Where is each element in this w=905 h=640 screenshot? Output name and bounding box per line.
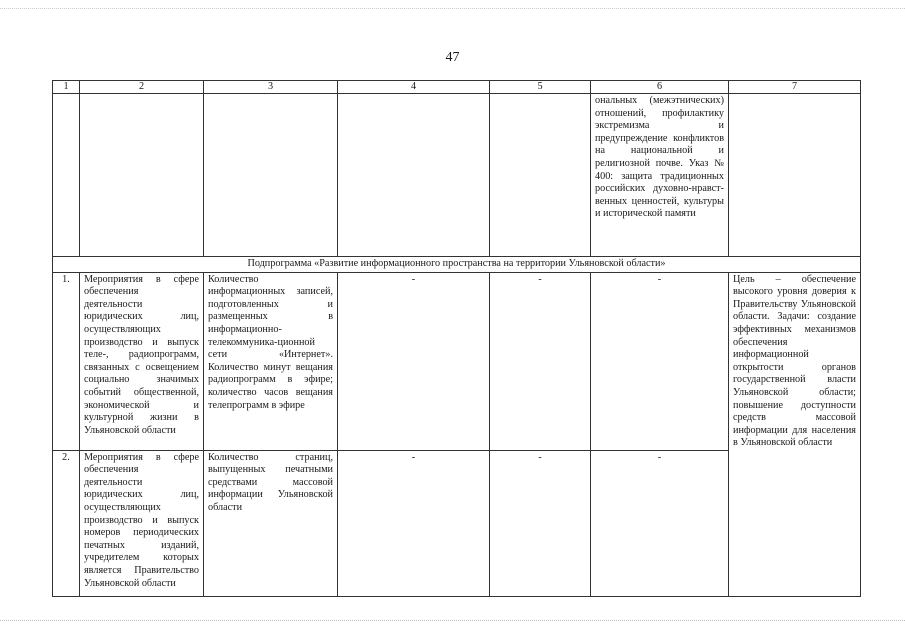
- row-col6: -: [591, 272, 729, 450]
- continuation-row: [53, 94, 861, 257]
- header-col-1: 1: [53, 81, 80, 94]
- cont-cell-7: [729, 94, 861, 257]
- main-table: [52, 80, 861, 597]
- row-indicators: Количество информационных записей, подготовленных и размещенных в информационно-телекоммуника-ционной сети «Интернет». Количество минут вещания радиопрограмм в эфире; количество часов вещания телепрограмм в эфире: [204, 272, 338, 450]
- subprogram-row: [53, 257, 861, 273]
- cont-cell-4: [338, 94, 490, 257]
- header-row: [53, 81, 861, 94]
- cont-cell-1: [53, 94, 80, 257]
- page-number: 47: [445, 50, 460, 65]
- scan-artifact-bottom: [0, 620, 905, 622]
- subprogram-title: Подпрограмма «Развитие информационного пространства на территории Ульяновской области»: [53, 257, 861, 273]
- row-measures: Мероприятия в сфере обеспечения деятельности юридических лиц, осуществляющих производство и выпуск номеров периодических печатных изданий, учредителем которых является Правительство Ульяновской области: [80, 450, 204, 596]
- cont-cell-5: [490, 94, 591, 257]
- row-col5: -: [490, 272, 591, 450]
- row-col4: -: [338, 450, 490, 596]
- row-col5: -: [490, 450, 591, 596]
- header-col-4: 4: [338, 81, 490, 94]
- row-col4: -: [338, 272, 490, 450]
- scan-artifact-top: [0, 8, 905, 10]
- table-row: [53, 272, 861, 450]
- header-col-7: 7: [729, 81, 861, 94]
- header-col-5: 5: [490, 81, 591, 94]
- row-number: 2.: [53, 450, 80, 596]
- cont-cell-6: ональных (межэтнических) отношений, профилактику экстремизма и предупреждение конфликтов на национальной и религиозной почве. Указ № 400: защита традиционных российских духовно-нравст-венных ценностей, культуры и исторической памяти: [591, 94, 729, 257]
- row-measures: Мероприятия в сфере обеспечения деятельности юридических лиц, осуществляющих производство и выпуск теле-, радиопрограмм, связанных с освещением социально значимых событий общественной, экономической и культурной жизни в Ульяновской области: [80, 272, 204, 450]
- row-number: 1.: [53, 272, 80, 450]
- goal-tasks-cell: Цель – обеспечение высокого уровня доверия к Правительству Ульяновской области. Задачи: создание эффективных механизмов обеспечения информационной открытости органов государственной власти Ульяновской области; повышение доступности средств массовой информации для населения в Ульяновской области: [729, 272, 861, 596]
- header-col-6: 6: [591, 81, 729, 94]
- row-col6: -: [591, 450, 729, 596]
- cont-cell-2: [80, 94, 204, 257]
- header-col-3: 3: [204, 81, 338, 94]
- header-col-2: 2: [80, 81, 204, 94]
- cont-cell-3: [204, 94, 338, 257]
- row-indicators: Количество страниц, выпущенных печатными средствами массовой информации Ульяновской области: [204, 450, 338, 596]
